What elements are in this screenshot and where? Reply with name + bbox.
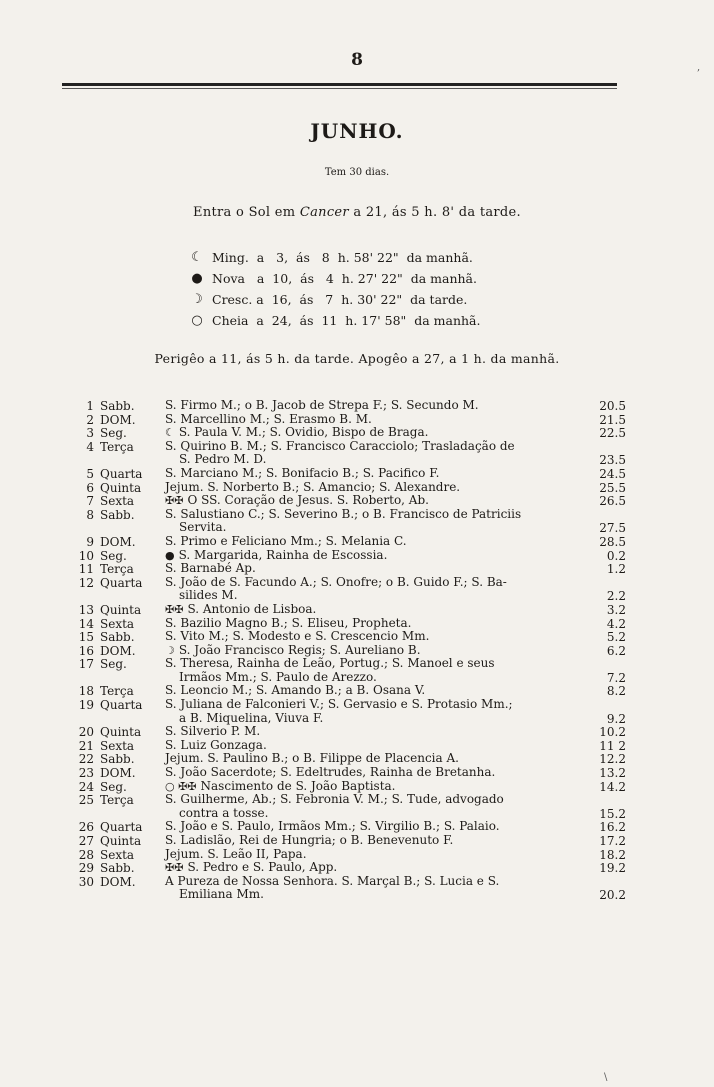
saints-entry [165,752,595,766]
calendar-row [0,657,714,684]
calendar-row [0,684,714,698]
saints-entry [165,535,595,549]
day-number: 12 [78,575,94,590]
day-number: 3 [86,426,94,441]
saints-entry [165,793,595,820]
moon-age-value: 1.2 [606,562,626,577]
weekday: Quarta [100,466,143,481]
saints-line: S. Marcellino M.; S. Erasmo B. M. [165,411,372,426]
calendar-row [0,820,714,834]
day-number: 2 [86,412,94,427]
waxing-moon-icon: ☽ [191,291,203,307]
moon-age-value: 21.5 [599,412,626,427]
moon-age-value: 13.2 [599,766,626,781]
full-moon-icon: ○ ✠✠ [165,779,197,793]
day-number: 21 [78,738,94,753]
saints-entry [165,426,595,440]
moon-age-value: 25.5 [599,480,626,495]
saints-line: S. Margarida, Rainha de Escossia. [178,547,388,562]
weekday: Quinta [100,834,142,848]
waning-moon-icon: ☾ [191,249,203,265]
weekday: DOM. [100,766,136,781]
moon-age-value: 8.2 [606,684,626,699]
day-number: 8 [86,507,94,522]
moon-phase-text: Cresc. a 16, ás 7 h. 30' 22" da tarde. [212,292,468,307]
saints-line: S. Juliana de Falconieri V.; S. Gervasio e S. Protasio Mm.; [165,697,513,712]
calendar-row [0,725,714,739]
saints-entry [165,684,595,698]
moon-phase-row [190,268,480,289]
calendar-row [0,644,714,658]
saints-line-continued: Emiliana Mm. [179,887,264,902]
saints-line: S. Silverio P. M. [165,724,261,739]
saints-entry [165,766,595,780]
saints-line: S. Barnabé Ap. [165,561,256,576]
moon-age-value: 23.5 [599,453,626,468]
saints-entry [165,617,595,631]
day-number: 1 [86,399,94,413]
moon-age-value: 28.5 [599,534,626,549]
moon-age-value: 26.5 [599,494,626,509]
weekday: Sabb. [100,861,135,876]
weekday: Terça [100,793,134,808]
day-number: 29 [78,861,94,876]
saints-line: S. João e S. Paulo, Irmãos Mm.; S. Virgilio B.; S. Palaio. [165,819,500,834]
saints-line: S. Antonio de Lisboa. [187,601,317,616]
day-number: 6 [86,480,94,495]
perigee-apogee-line: Perigêo a 11, ás 5 h. da tarde. Apogêo a 27, a 1 h. da manhã. [154,351,560,366]
day-number: 19 [78,698,94,713]
weekday: Seg. [100,779,127,794]
saints-line: S. João de S. Facundo A.; S. Onofre; o B. Guido F.; S. Ba- [165,574,507,589]
saints-entry [165,820,595,834]
moon-age-value: 11 2 [599,738,626,753]
calendar-row [0,413,714,427]
full-moon-icon: ○ [191,312,203,328]
moon-phases [190,247,480,331]
saints-line: S. Quirino B. M.; S. Francisco Caracciolo; Trasladação de [165,438,515,453]
saints-entry [165,440,595,467]
saints-line: Jejum. S. Paulino B.; o B. Filippe de Placencia A. [165,751,459,766]
page-number: 8 [351,50,363,70]
saints-line: Nascimento de S. João Baptista. [200,778,396,793]
weekday: Sexta [100,494,135,509]
moon-phase-row [190,247,480,268]
new-moon-icon: ● [165,548,175,562]
day-number: 11 [78,562,94,577]
calendar-row [0,780,714,794]
weekday: Sabb. [100,507,135,522]
weekday: Sexta [100,847,135,862]
weekday: Sexta [100,616,135,631]
saints-line: S. Paula V. M.; S. Ovidio, Bispo de Braga. [178,425,429,440]
weekday: DOM. [100,534,136,549]
cross-icon: ✠✠ [165,494,184,508]
saints-entry [165,576,595,603]
saints-entry [165,644,595,658]
day-number: 7 [86,494,94,509]
moon-age-value: 16.2 [599,820,626,835]
day-number: 4 [86,439,94,454]
saints-line: S. Theresa, Rainha de Leão, Portug.; S. Manoel e seus [165,656,495,671]
saints-line-continued: contra a tosse. [179,805,269,820]
weekday: Quarta [100,575,143,590]
saints-line-continued: Servita. [179,520,227,535]
calendar-row [0,576,714,603]
calendar-row [0,494,714,508]
weekday: Quinta [100,480,142,495]
calendar-row [0,399,714,413]
saints-entry [165,603,595,617]
weekday: Seg. [100,548,127,563]
moon-phase-row [190,289,480,310]
calendar-row [0,630,714,644]
weekday: Seg. [100,657,127,672]
weekday: Sabb. [100,752,135,767]
saints-entry [165,413,595,427]
weekday: Sabb. [100,630,135,645]
saints-entry [165,739,595,753]
calendar-row [0,535,714,549]
saints-entry [165,657,595,684]
moon-age-value: 10.2 [599,725,626,740]
weekday: Terça [100,562,134,577]
saints-line: S. Firmo M.; o B. Jacob de Strepa F.; S. Secundo M. [165,398,479,412]
day-number: 28 [78,847,94,862]
day-number: 30 [78,874,94,889]
saints-line: Jejum. S. Norberto B.; S. Amancio; S. Alexandre. [165,479,461,494]
day-number: 5 [86,466,94,481]
weekday: DOM. [100,874,136,889]
calendar-row [0,793,714,820]
moon-age-value: 5.2 [606,630,626,645]
day-number: 17 [78,657,94,672]
calendar-row [0,739,714,753]
moon-phase-text: Nova a 10, ás 4 h. 27' 22" da manhã. [212,271,477,286]
waxing-moon-icon: ☽ [165,643,175,657]
saints-line: S. João Francisco Regis; S. Aureliano B. [178,642,421,657]
calendar-row [0,467,714,481]
scan-mark: , [697,62,701,73]
day-number: 20 [78,725,94,740]
weekday: Quarta [100,820,143,835]
day-number: 9 [86,534,94,549]
moon-age-value: 14.2 [599,779,626,794]
calendar-row [0,861,714,875]
saints-entry [165,861,595,875]
day-number: 22 [78,752,94,767]
weekday: Seg. [100,426,127,441]
moon-age-value: 22.5 [599,426,626,441]
sun-entry-after: a 21, ás 5 h. 8' da tarde. [348,205,521,220]
weekday: Quarta [100,698,143,713]
calendar-row [0,508,714,535]
saints-entry [165,834,595,848]
saints-entry [165,494,595,508]
weekday: DOM. [100,412,136,427]
saints-entry [165,698,595,725]
weekday: Quinta [100,602,142,617]
calendar-row [0,481,714,495]
moon-age-value: 6.2 [606,643,626,658]
moon-phase-row [190,310,480,331]
calendar-table [0,399,714,902]
cross-icon: ✠✠ [165,602,184,616]
saints-line: O SS. Coração de Jesus. S. Roberto, Ab. [187,493,429,508]
saints-line: Jejum. S. Leão II, Papa. [165,846,307,861]
moon-phase-text: Cheia a 24, ás 11 h. 17' 58" da manhã. [212,313,481,328]
saints-line: S. Bazilio Magno B.; S. Eliseu, Propheta. [165,615,412,630]
new-moon-icon: ● [191,270,203,286]
month-title: JUNHO. [310,119,404,143]
header-rule-thick [62,83,617,86]
saints-entry [165,725,595,739]
calendar-row [0,603,714,617]
moon-phase-text: Ming. a 3, ás 8 h. 58' 22" da manhã. [212,250,473,265]
saints-line: S. Primo e Feliciano Mm.; S. Melania C. [165,533,407,548]
day-number: 10 [78,548,94,563]
day-number: 16 [78,643,94,658]
moon-age-value: 7.2 [606,670,626,685]
weekday: Terça [100,684,134,699]
saints-entry [165,562,595,576]
saints-entry [165,467,595,481]
day-number: 15 [78,630,94,645]
saints-entry [165,848,595,862]
day-number: 24 [78,779,94,794]
month-days: Tem 30 dias. [324,167,390,178]
saints-entry [165,508,595,535]
saints-line-continued: Irmãos Mm.; S. Paulo de Arezzo. [179,669,377,684]
saints-line: S. Marciano M.; S. Bonifacio B.; S. Pacifico F. [165,465,440,480]
day-number: 25 [78,793,94,808]
sun-entry-before: Entra o Sol em [193,205,300,220]
calendar-row [0,834,714,848]
sun-entry-sign: Cancer [299,205,349,220]
moon-age-value: 2.2 [606,589,626,604]
saints-entry [165,481,595,495]
saints-line-continued: S. Pedro M. D. [179,452,267,467]
calendar-row [0,549,714,563]
saints-line: A Pureza de Nossa Senhora. S. Marçal B.; S. Lucia e S. [165,873,500,888]
moon-age-value: 18.2 [599,847,626,862]
moon-age-value: 24.5 [599,466,626,481]
saints-line-continued: a B. Miquelina, Viuva F. [179,710,324,725]
calendar-row [0,698,714,725]
moon-age-value: 4.2 [606,616,626,631]
moon-age-value: 12.2 [599,752,626,767]
saints-line: S. Luiz Gonzaga. [165,737,267,752]
saints-entry [165,549,595,563]
weekday: DOM. [100,643,136,658]
day-number: 14 [78,616,94,631]
saints-entry [165,780,595,794]
day-number: 23 [78,766,94,781]
day-number: 13 [78,602,94,617]
saints-line: S. Guilherme, Ab.; S. Febronia V. M.; S. Tude, advogado [165,792,504,807]
saints-line: S. Pedro e S. Paulo, App. [187,860,338,875]
moon-age-value: 19.2 [599,861,626,876]
waning-moon-icon: ☾ [165,426,175,440]
calendar-row [0,766,714,780]
day-number: 18 [78,684,94,699]
saints-entry [165,399,595,413]
moon-age-value: 20.2 [599,888,626,903]
saints-line: S. Ladislão, Rei de Hungria; o B. Benevenuto F. [165,833,454,847]
weekday: Terça [100,439,134,454]
saints-entry [165,630,595,644]
calendar-row [0,848,714,862]
calendar-row [0,426,714,440]
sun-entry-line [0,205,714,220]
saints-line: S. Salustiano C.; S. Severino B.; o B. Francisco de Patriciis [165,506,522,521]
moon-age-value: 15.2 [599,806,626,821]
saints-line: S. Leoncio M.; S. Amando B.; a B. Osana V. [165,683,426,698]
day-number: 27 [78,834,94,848]
saints-line: S. João Sacerdote; S. Edeltrudes, Rainha de Bretanha. [165,765,496,780]
moon-age-value: 3.2 [606,602,626,617]
moon-age-value: 20.5 [599,399,626,413]
weekday: Sexta [100,738,135,753]
moon-age-value: 27.5 [599,521,626,536]
calendar-row [0,617,714,631]
saints-line-continued: silides M. [179,588,238,603]
moon-age-value: 9.2 [606,711,626,726]
calendar-row [0,752,714,766]
scan-mark: \ [604,1072,608,1083]
cross-icon: ✠✠ [165,861,184,875]
calendar-row [0,875,714,902]
weekday: Quinta [100,725,142,740]
saints-line: S. Vito M.; S. Modesto e S. Crescencio Mm. [165,629,430,644]
header-rule-thin [62,88,617,89]
moon-age-value: 17.2 [599,834,626,848]
weekday: Sabb. [100,399,135,413]
moon-age-value: 0.2 [606,548,626,563]
day-number: 26 [78,820,94,835]
calendar-row [0,562,714,576]
calendar-row [0,440,714,467]
saints-entry [165,875,595,902]
